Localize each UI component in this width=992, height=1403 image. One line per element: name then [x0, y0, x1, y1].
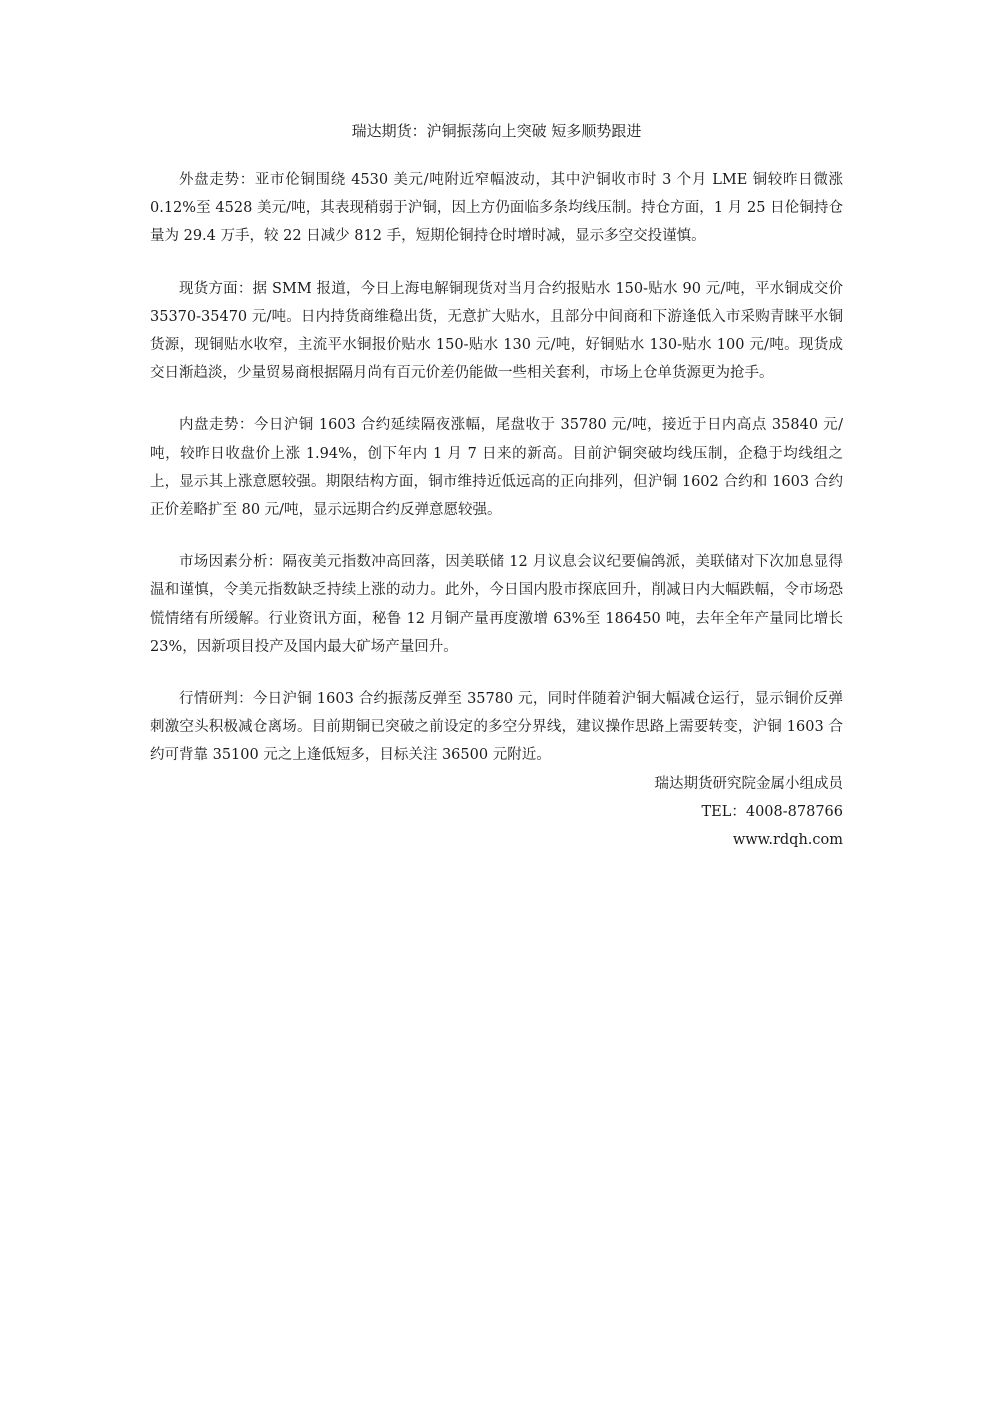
signature-tel: TEL：4008-878766	[701, 803, 843, 820]
paragraph-domestic-market: 内盘走势：今日沪铜 1603 合约延续隔夜涨幅，尾盘收于 35780 元/吨，接近于日内高点 35840 元/吨，较昨日收盘价上涨 1.94%，创下年内 1 月 7 日来的新高。目前沪铜突破均线压制，企稳于均线组之上，显示其上涨意愿较强。期限结构方面，铜市维持近低远高的正向排列，但沪铜 1602 合约和 1603 合约正价差略扩至 80 元/吨，显示远期合约反弹意愿较强。	[150, 417, 843, 519]
paragraph-spot-market: 现货方面：据 SMM 报道，今日上海电解铜现货对当月合约报贴水 150-贴水 90 元/吨，平水铜成交价 35370-35470 元/吨。日内持货商维稳出货，无意扩大贴水，且部分中间商和下游逢低入市采购青睐平水铜货源，现铜贴水收窄，主流平水铜报价贴水 150-贴水 130 元/吨，好铜贴水 130-贴水 100 元/吨。现货成交日渐趋淡，少量贸易商根据隔月尚有百元价差仍能做一些相关套利，市场上仓单货源更为抢手。	[150, 280, 843, 382]
document-page	[150, 118, 843, 854]
signature-org: 瑞达期货研究院金属小组成员	[654, 775, 843, 792]
paragraph-overseas-market: 外盘走势：亚市伦铜围绕 4530 美元/吨附近窄幅波动，其中沪铜收市时 3 个月 LME 铜较昨日微涨 0.12%至 4528 美元/吨，其表现稍弱于沪铜，因上方仍面临多条均线压制。持仓方面，1 月 25 日伦铜持仓量为 29.4 万手，较 22 日减少 812 手，短期伦铜持仓时增时减，显示多空交投谨慎。	[150, 172, 843, 245]
signature-web: www.rdqh.com	[732, 831, 843, 848]
paragraph-outlook: 行情研判：今日沪铜 1603 合约振荡反弹至 35780 元，同时伴随着沪铜大幅减仓运行，显示铜价反弹刺激空头积极减仓离场。目前期铜已突破之前设定的多空分界线，建议操作思路上需要转变，沪铜 1603 合约可背靠 35100 元之上逢低短多，目标关注 36500 元附近。	[150, 691, 843, 764]
document-title: 瑞达期货：沪铜振荡向上突破 短多顺势跟进	[351, 122, 642, 140]
paragraph-market-factors: 市场因素分析：隔夜美元指数冲高回落，因美联储 12 月议息会议纪要偏鸽派，美联储对下次加息显得温和谨慎，令美元指数缺乏持续上涨的动力。此外，今日国内股市探底回升，削减日内大幅跌幅，令市场恐慌情绪有所缓解。行业资讯方面，秘鲁 12 月铜产量再度激增 63%至 186450 吨，去年全年产量同比增长 23%，因新项目投产及国内最大矿场产量回升。	[150, 554, 843, 655]
